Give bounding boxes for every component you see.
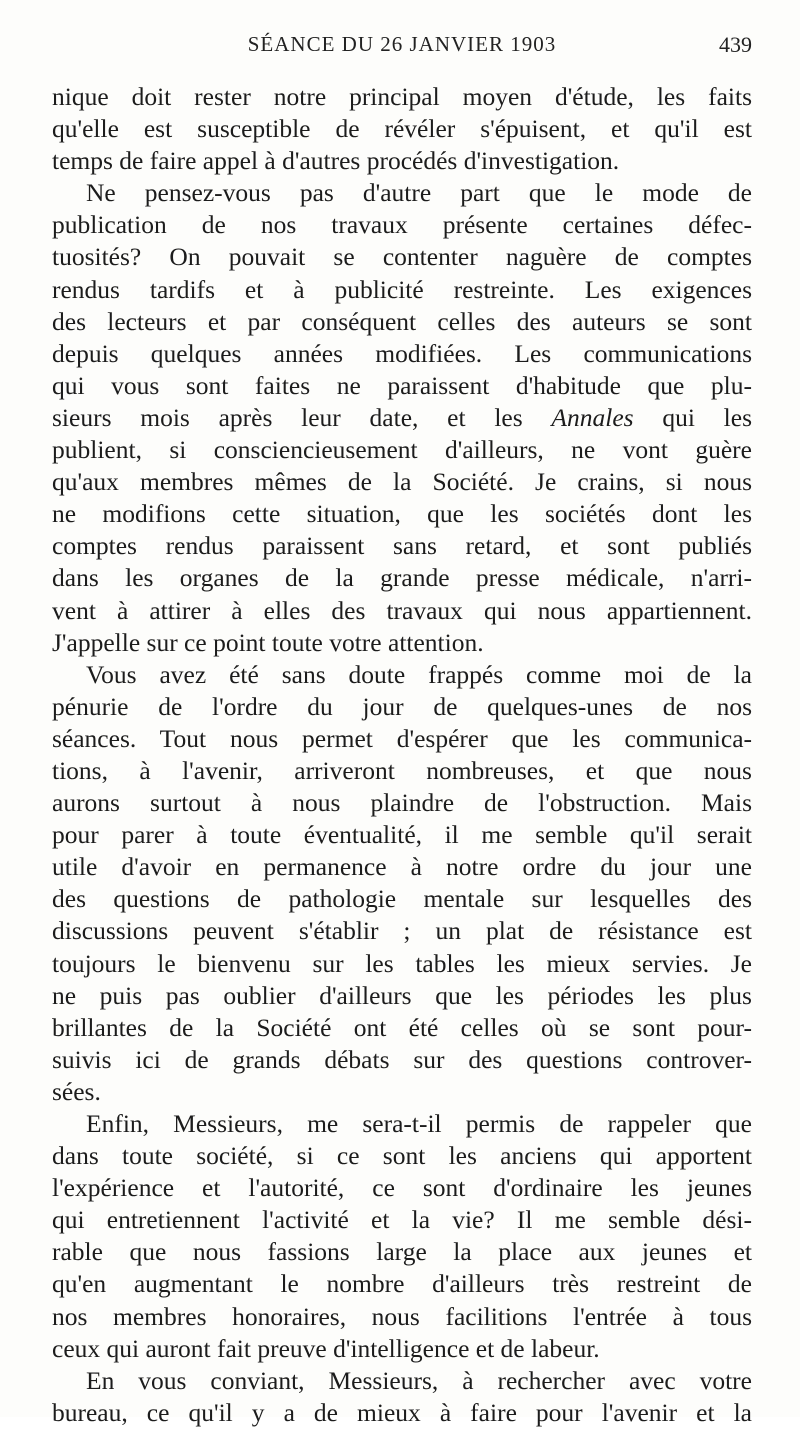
text-line: nique doit rester notre principal moyen d'étude, les faits — [52, 82, 752, 111]
text-line: publient, si consciencieusement d'ailleurs, ne vont guère — [52, 435, 752, 465]
text-line: publication de nos travaux présente certaines défec- — [52, 210, 752, 240]
text-line: des questions de pathologie mentale sur lesquelles des — [52, 884, 752, 914]
text-line: pénurie de l'ordre du jour de quelques-unes de nos — [52, 691, 752, 721]
text-line: discussions peuvent s'établir ; un plat de résistance est — [52, 916, 752, 946]
text-line: Ne pensez-vous pas d'autre part que le mode de — [86, 178, 752, 208]
text-line: sées. — [52, 1076, 101, 1106]
text-line: tuosités? On pouvait se contenter naguère de comptes — [52, 242, 752, 272]
text-segment: qui les — [633, 402, 752, 432]
text-line: tions, à l'avenir, arriveront nombreuses, et que nous — [52, 755, 752, 785]
text-line: En vous conviant, Messieurs, à rechercher avec votre — [86, 1365, 752, 1395]
text-line: vent à attirer à elles des travaux qui nous appartiennent. — [52, 595, 752, 625]
text-line: brillantes de la Société ont été celles où se sont pour- — [52, 1012, 752, 1042]
text-line: nos membres honoraires, nous facilitions l'entrée à tous — [52, 1301, 752, 1331]
text-line: dans toute société, si ce sont les anciens qui apportent — [52, 1141, 752, 1171]
text-line: comptes rendus paraissent sans retard, et sont publiés — [52, 531, 752, 561]
text-line: temps de faire appel à d'autres procédés d'investigation. — [52, 146, 620, 176]
text-line: ne modifions cette situation, que les sociétés dont les — [52, 499, 752, 529]
text-line: l'expérience et l'autorité, ce sont d'ordinaire les jeunes — [52, 1173, 752, 1203]
text-line: Enfin, Messieurs, me sera-t-il permis de rappeler que — [86, 1109, 752, 1138]
text-line: rendus tardifs et à publicité restreinte. Les exigences — [52, 274, 752, 304]
text-line: séances. Tout nous permet d'espérer que les communica- — [52, 723, 752, 753]
text-line: qu'aux membres mêmes de la Société. Je crains, si nous — [52, 467, 752, 497]
text-line: qui entretiennent l'activité et la vie? Il me semble dési- — [52, 1205, 752, 1235]
text-line: suivis ici de grands débats sur des questions controver- — [52, 1044, 752, 1074]
running-title: SÉANCE DU 26 JANVIER 1903 — [247, 32, 557, 56]
text-line: des lecteurs et par conséquent celles des auteurs se sont — [52, 306, 752, 336]
text-line: J'appelle sur ce point toute votre attention. — [52, 627, 484, 657]
text-line: depuis quelques années modifiées. Les communications — [52, 338, 752, 368]
text-line: qu'en augmentant le nombre d'ailleurs très restreint de — [52, 1269, 752, 1299]
text-line — [52, 402, 752, 434]
text-line: qui vous sont faites ne paraissent d'habitude que plu- — [52, 370, 752, 400]
body-text — [52, 81, 752, 1429]
text-line: Vous avez été sans doute frappés comme moi de la — [86, 659, 752, 689]
italic-title: Annales — [551, 402, 634, 432]
text-line: toujours le bienvenu sur les tables les mieux servies. Je — [52, 948, 752, 978]
text-line: rable que nous fassions large la place aux jeunes et — [52, 1237, 752, 1267]
text-line: qu'elle est susceptible de révéler s'épuisent, et qu'il est — [52, 114, 752, 144]
text-segment: sieurs mois après leur date, et les — [52, 402, 552, 432]
page-number: 439 — [719, 32, 752, 57]
text-line: dans les organes de la grande presse médicale, n'arri- — [52, 563, 752, 593]
text-line: pour parer à toute éventualité, il me semble qu'il serait — [52, 820, 752, 850]
text-line: ne puis pas oublier d'ailleurs que les périodes les plus — [52, 980, 752, 1010]
running-head — [52, 32, 752, 64]
text-line: utile d'avoir en permanence à notre ordre du jour une — [52, 852, 752, 882]
text-line: ceux qui auront fait preuve d'intelligence et de labeur. — [52, 1333, 600, 1363]
text-line: aurons surtout à nous plaindre de l'obstruction. Mais — [52, 788, 752, 818]
text-line: bureau, ce qu'il y a de mieux à faire pour l'avenir et la — [52, 1397, 752, 1427]
